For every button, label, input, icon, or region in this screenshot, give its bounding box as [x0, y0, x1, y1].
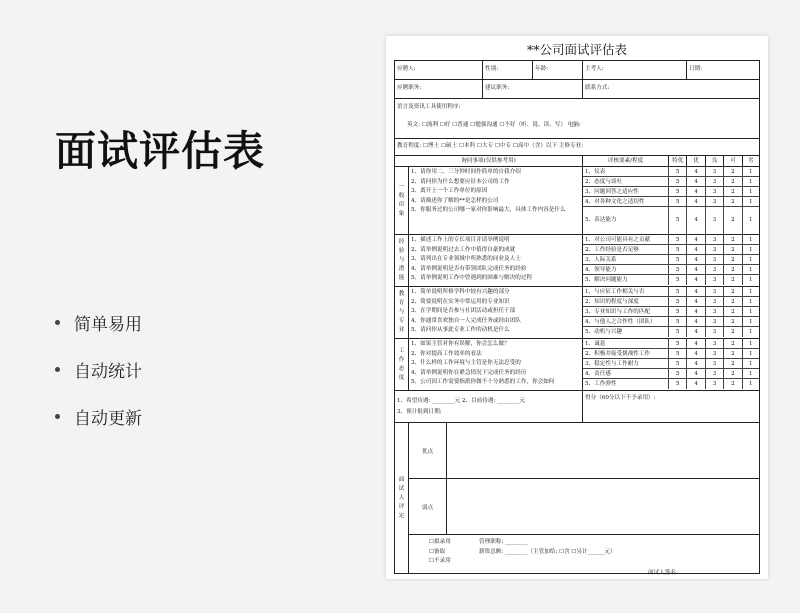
score-value: 4 [687, 317, 705, 326]
factor-label: 1、仪表 [583, 167, 669, 176]
management-title: 管理职称: ________ [479, 539, 528, 545]
salary-cell [395, 391, 583, 422]
score-value: 1 [749, 257, 753, 263]
section-label: 一般印象 [395, 167, 409, 234]
score-row [583, 235, 759, 245]
score-value: 5 [669, 255, 687, 264]
decision-row [409, 535, 759, 567]
score-row [583, 327, 759, 337]
strengths-label: 优点 [409, 423, 447, 478]
header-questions: 询问事项(仅供参考用) [395, 156, 583, 166]
compensation [479, 538, 616, 567]
form-row-evaluation [395, 423, 759, 573]
table-header [395, 156, 759, 167]
header-grade: 良 [706, 156, 724, 166]
score-value: 2 [724, 327, 742, 337]
option-hire[interactable]: ☐拟录用 [429, 539, 451, 545]
score-row [583, 167, 759, 177]
score-row [583, 339, 759, 349]
score-value: 5 [669, 297, 687, 306]
score-value: 3 [706, 349, 724, 358]
score-row [583, 187, 759, 197]
score-row [583, 207, 759, 234]
factor-label: 3、问题回答之适应性 [583, 187, 669, 196]
score-value: 5 [669, 245, 687, 254]
field-age: 年龄: [533, 61, 583, 79]
signature-label: 面试人签名: [648, 570, 678, 576]
language-cell [395, 99, 759, 138]
question-item: 5、公司因工作需要指派你做不十分熟悉的工作，你会如何 [411, 379, 555, 385]
score-value: 2 [724, 317, 742, 326]
score-value: 4 [687, 235, 705, 244]
score-value: 4 [687, 177, 705, 186]
score-value: 5 [669, 197, 687, 206]
score-value: 4 [687, 327, 705, 337]
section-scores [583, 287, 759, 338]
eval-content [409, 423, 759, 573]
header-grade: 劣 [747, 158, 754, 164]
form-row-salary [395, 391, 759, 423]
question-item: 1、请你用二、三分钟时间作简单的自我介绍 [411, 169, 521, 175]
score-value: 4 [687, 207, 705, 234]
feature-item [55, 310, 142, 335]
score-value: 5 [669, 317, 687, 326]
score-value: 1 [749, 217, 753, 223]
score-value: 3 [706, 177, 724, 186]
question-item: 3、什么样的工作环境与主管是你无法忍受的 [411, 360, 521, 366]
header-grade: 特优 [669, 156, 687, 166]
section-questions [409, 339, 583, 390]
section-education [395, 287, 759, 339]
score-row [583, 297, 759, 307]
score-row [583, 287, 759, 297]
question-item: 2、请举例说明过去工作中值得自豪的成就 [411, 246, 516, 253]
score-value: 5 [669, 359, 687, 368]
factor-label: 1、对公司可能具有之贡献 [583, 235, 669, 244]
question-item: 3、离开上一个工作单位的原因 [411, 188, 488, 194]
score-value: 1 [749, 189, 753, 195]
score-value: 3 [706, 187, 724, 196]
bullet-icon [55, 320, 60, 325]
strengths-row [409, 423, 759, 479]
score-value: 3 [706, 307, 724, 316]
question-item: 5、请举例说明工作中曾遇到的困难与解决的过程 [411, 275, 533, 281]
report-date: 3、预计报到日期: [397, 409, 442, 415]
score-value: 5 [669, 287, 687, 296]
field-applicant: 应聘人: [395, 61, 483, 79]
section-label: 经验与潜能 [395, 235, 409, 286]
score-value: 2 [724, 339, 742, 348]
section-label: 教育与专业 [395, 287, 409, 338]
field-examiner: 主考人: [583, 61, 687, 79]
factor-label: 2、态度与谈吐 [583, 177, 669, 186]
evaluation-form [394, 60, 760, 574]
score-value: 1 [749, 341, 753, 347]
option-reject[interactable]: ☐不录用 [429, 558, 451, 564]
eval-label: 面试人评定 [395, 423, 409, 573]
score-row [583, 245, 759, 255]
factor-label: 4、对各种文化之适切性 [583, 197, 669, 206]
weaknesses-label: 弱点 [409, 479, 447, 534]
section-questions [409, 287, 583, 338]
feature-label: 简单易用 [74, 315, 142, 335]
factor-label: 2、知识的程度与深度 [583, 297, 669, 306]
score-value: 5 [669, 207, 687, 234]
form-row-applicant [395, 61, 759, 80]
score-value: 2 [724, 245, 742, 254]
factor-label: 1、诚恳 [583, 339, 669, 348]
score-value: 5 [669, 369, 687, 378]
score-value: 1 [749, 351, 753, 357]
factor-label: 4、责任感 [583, 369, 669, 378]
question-item: 2、你对提高工作效率的看法 [411, 350, 482, 357]
score-value: 4 [687, 187, 705, 196]
question-item: 3、在学期间是否参与社团活动或担任干部 [411, 308, 516, 314]
section-general-impression [395, 167, 759, 235]
score-value: 3 [706, 245, 724, 254]
score-value: 5 [669, 275, 687, 285]
score-value: 3 [706, 275, 724, 285]
factor-label: 3、专业知识与工作的匹配 [583, 307, 669, 316]
score-value: 1 [749, 329, 753, 335]
score-value: 2 [724, 167, 742, 176]
score-row [583, 275, 759, 285]
section-questions [409, 167, 583, 234]
hire-options [429, 538, 479, 567]
header-grade: 优 [687, 156, 705, 166]
score-value: 5 [669, 327, 687, 337]
score-value: 2 [724, 287, 742, 296]
feature-item [55, 404, 142, 429]
score-value: 1 [749, 371, 753, 377]
score-value: 4 [687, 197, 705, 206]
question-item: 4、请举例说明是否有带领团队完成任务的经验 [411, 265, 527, 272]
score-value: 3 [706, 235, 724, 244]
score-value: 2 [724, 275, 742, 285]
score-value: 2 [724, 369, 742, 378]
document-title: **公司面试评估表 [526, 42, 627, 57]
score-row [583, 317, 759, 327]
field-gender: 性别: [483, 61, 533, 79]
factor-label: 2、工作经验是否足够 [583, 245, 669, 254]
factor-label: 5、动机与兴趣 [583, 327, 669, 337]
score-row [583, 197, 759, 207]
question-item: 1、简单说明所修学科中较有兴趣的部分 [411, 289, 510, 295]
factor-label: 4、领导能力 [583, 265, 669, 274]
score-row [583, 265, 759, 275]
header-factors: 评核要素/程度 [583, 156, 669, 166]
question-item: 5、你服务过的公司哪一家对你影响最大，具体工作内容是什么 [411, 207, 566, 213]
question-item: 2、简要说明在实务中常运用的专业知识 [411, 298, 510, 305]
score-value: 3 [706, 327, 724, 337]
question-item: 3、请列出在专业领域中所熟悉的同业及人士 [411, 256, 521, 262]
score-value: 3 [706, 287, 724, 296]
question-item: 5、请问你从事此专业工作的动机是什么 [411, 327, 510, 333]
score-row [583, 379, 759, 389]
score-value: 5 [669, 379, 687, 389]
factor-label: 3、人际关系 [583, 255, 669, 264]
score-value: 4 [687, 339, 705, 348]
score-value: 5 [669, 187, 687, 196]
factor-label: 3、稳定性与工作耐力 [583, 359, 669, 368]
score-value: 4 [687, 359, 705, 368]
score-value: 2 [724, 255, 742, 264]
section-scores [583, 339, 759, 390]
score-row [583, 369, 759, 379]
question-item: 4、请举例说明你在紧急情况下完成任务的经历 [411, 369, 527, 376]
score-value: 1 [749, 267, 753, 273]
feature-list [55, 310, 142, 451]
score-value: 4 [687, 307, 705, 316]
language-label: 语言及资讯工具使用程序: [397, 104, 461, 110]
score-value: 1 [749, 361, 753, 367]
score-value: 5 [669, 349, 687, 358]
score-row [583, 307, 759, 317]
question-item: 1、描述工作上的专长项目并请举例说明 [411, 237, 510, 243]
score-value: 4 [687, 275, 705, 285]
score-value: 3 [706, 207, 724, 234]
field-suggested-position: 建议职务: [483, 80, 583, 98]
score-value: 1 [749, 299, 753, 305]
score-value: 1 [749, 179, 753, 185]
score-value: 3 [706, 379, 724, 389]
score-value: 5 [669, 339, 687, 348]
score-value: 2 [724, 207, 742, 234]
score-value: 3 [706, 255, 724, 264]
option-backup[interactable]: ☐备取 [429, 548, 446, 555]
page-title: 面试评估表 [55, 127, 265, 175]
factor-label: 1、与应征工作相关与否 [583, 287, 669, 296]
field-date: 日期: [689, 66, 703, 72]
score-value: 1 [749, 319, 753, 325]
score-value: 1 [749, 277, 753, 283]
score-row [583, 359, 759, 369]
score-value: 2 [724, 359, 742, 368]
factor-label: 5、解决问题能力 [583, 275, 669, 285]
salary-expectation: 1、希望待遇: ________元 2、目前待遇: ________元 [397, 398, 526, 404]
score-value: 5 [669, 265, 687, 274]
score-value: 2 [724, 265, 742, 274]
field-contact: 联系方式: [585, 85, 610, 91]
factor-label: 5、表达能力 [583, 207, 669, 234]
section-work-attitude [395, 339, 759, 391]
education-options: 教育程度: ☐博士 ☐硕士 ☐本科 ☐大专 ☐中专 ☐高中（含）以下 主修专业: [397, 143, 584, 149]
score-value: 1 [749, 169, 753, 175]
weaknesses-input[interactable] [447, 479, 759, 534]
score-value: 2 [724, 177, 742, 186]
score-value: 2 [724, 197, 742, 206]
score-value: 2 [724, 187, 742, 196]
question-item: 4、请描述你了解的**是怎样的公司 [411, 197, 499, 204]
score-value: 1 [749, 247, 753, 253]
section-scores [583, 235, 759, 286]
feature-label: 自动更新 [74, 409, 142, 429]
score-value: 4 [687, 265, 705, 274]
score-value: 2 [724, 349, 742, 358]
score-row [583, 177, 759, 187]
question-item: 1、如果主管对你有误解，你会怎么做？ [411, 341, 510, 347]
score-value: 2 [724, 379, 742, 389]
score-value: 1 [749, 309, 753, 315]
bullet-icon [55, 367, 60, 372]
strengths-input[interactable] [447, 423, 759, 478]
score-value: 3 [706, 265, 724, 274]
form-row-language [395, 99, 759, 139]
score-value: 3 [706, 317, 724, 326]
english-options: 英文: ☐流利 ☐好 ☐普通 ☐勉强沟通 ☐不好（听、说、读、写） 电脑: [407, 122, 581, 128]
score-value: 3 [706, 339, 724, 348]
score-value: 5 [669, 307, 687, 316]
section-questions [409, 235, 583, 286]
field-position: 应聘职务: [395, 80, 483, 98]
document-preview [386, 36, 768, 579]
score-value: 4 [687, 297, 705, 306]
score-value: 4 [687, 255, 705, 264]
score-value: 1 [749, 237, 753, 243]
score-value: 3 [706, 359, 724, 368]
score-value: 2 [724, 307, 742, 316]
score-value: 3 [706, 297, 724, 306]
score-value: 4 [687, 287, 705, 296]
score-value: 1 [749, 289, 753, 295]
weaknesses-row [409, 479, 759, 535]
score-value: 2 [724, 235, 742, 244]
score-value: 5 [669, 235, 687, 244]
feature-label: 自动统计 [74, 362, 142, 382]
score-value: 3 [706, 167, 724, 176]
score-value: 4 [687, 245, 705, 254]
score-value: 1 [749, 381, 753, 387]
score-value: 3 [706, 369, 724, 378]
factor-label: 4、与他人之合作性（团队） [583, 317, 669, 326]
section-scores [583, 167, 759, 234]
score-row [583, 349, 759, 359]
score-value: 2 [724, 297, 742, 306]
score-value: 4 [687, 379, 705, 389]
score-value: 3 [706, 197, 724, 206]
score-value: 5 [669, 167, 687, 176]
question-item: 2、请问你为什么想要应征本公司的工作 [411, 178, 510, 185]
total-pay: 薪资总额: ________（主管加给: ☐含 ☐另计______元） [479, 548, 616, 555]
score-value: 4 [687, 167, 705, 176]
score-value: 4 [687, 349, 705, 358]
form-row-education [395, 139, 759, 156]
score-value: 5 [669, 177, 687, 186]
bullet-icon [55, 414, 60, 419]
header-grade: 可 [724, 156, 742, 166]
score-value: 1 [749, 199, 753, 205]
factor-label: 2、积极并接受挑战性工作 [583, 349, 669, 358]
score-row [583, 255, 759, 265]
score-total: 得分（60分以下不予录用）: [585, 395, 656, 401]
section-experience [395, 235, 759, 287]
section-label: 工作态度 [395, 339, 409, 390]
form-row-position [395, 80, 759, 99]
factor-label: 5、工作弹性 [583, 379, 669, 389]
score-value: 4 [687, 369, 705, 378]
question-item: 4、你通常喜欢独自一人完成任务或经由团队 [411, 317, 521, 324]
feature-item [55, 357, 142, 382]
